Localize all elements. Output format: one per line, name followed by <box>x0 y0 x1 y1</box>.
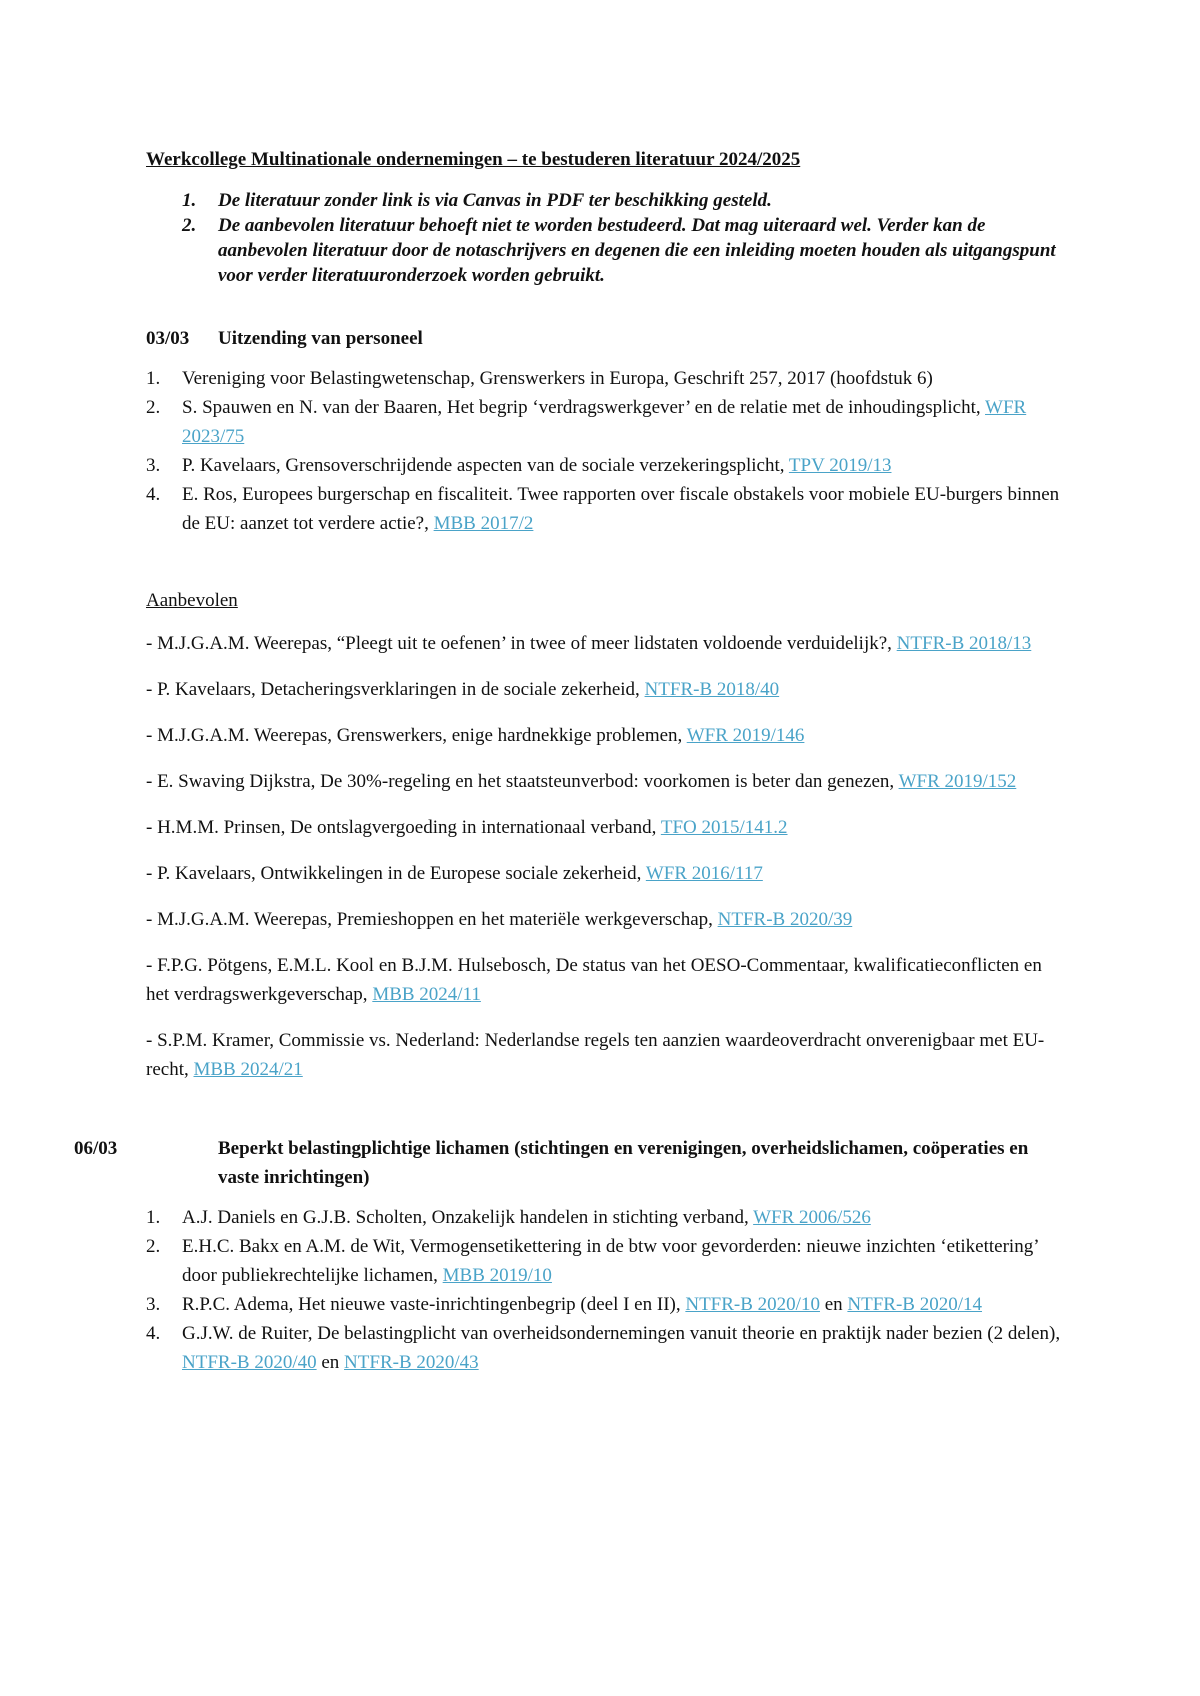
note-item <box>146 188 1066 213</box>
item-text: R.P.C. Adema, Het nieuwe vaste-inrichtingenbegrip (deel I en II), <box>182 1294 686 1315</box>
reference-link[interactable]: NTFR-B 2020/39 <box>717 909 853 930</box>
reference-link[interactable]: NTFR-B 2020/43 <box>344 1352 479 1373</box>
note-item <box>146 213 1066 288</box>
note-number: 1. <box>182 190 197 211</box>
item-text: - H.M.M. Prinsen, De ontslagvergoeding in internationaal verband, <box>146 817 661 838</box>
item-number: 4. <box>146 1323 161 1344</box>
section-heading <box>146 324 1066 353</box>
section-heading <box>74 1134 1066 1192</box>
item-text: - M.J.G.A.M. Weerepas, “Pleegt uit te oefenen’ in twee of meer lidstaten voldoende verduidelijk?, <box>146 633 897 654</box>
section-title: Uitzending van personeel <box>218 328 423 349</box>
reference-link[interactable]: TFO 2015/141.2 <box>660 817 788 838</box>
reference-link[interactable]: TPV 2019/13 <box>788 455 892 476</box>
conjunction-text: en <box>819 1294 848 1315</box>
recommended-item <box>146 721 1066 750</box>
reference-link[interactable]: NTFR-B 2018/13 <box>896 633 1032 654</box>
item-text: A.J. Daniels en G.J.B. Scholten, Onzakelijk handelen in stichting verband, <box>182 1207 754 1228</box>
list-item <box>146 1319 1066 1377</box>
section-date: 06/03 <box>74 1138 118 1159</box>
list-item <box>146 1232 1066 1290</box>
item-text: - S.P.M. Kramer, Commissie vs. Nederland: Nederlandse regels ten aanzien waardeoverdracht onverenigbaar met EU-recht, <box>146 1030 1045 1080</box>
recommended-item <box>146 767 1066 796</box>
recommended-item <box>146 859 1066 888</box>
recommended-item <box>146 951 1066 1009</box>
reference-link[interactable]: WFR 2006/526 <box>753 1207 871 1228</box>
note-text: De aanbevolen literatuur behoeft niet te worden bestudeerd. Dat mag uiteraard wel. Verder kan de aanbevolen literatuur door de notaschrijvers en degenen die een inleiding moeten houden als uitgangspunt voor verder literatuuronderzoek worden gebruikt. <box>218 215 1056 286</box>
item-text: E.H.C. Bakx en A.M. de Wit, Vermogensetikettering in de btw voor gevorderden: nieuwe inzichten ‘etikettering’ door publiekrechtelijke lichamen, <box>182 1236 1039 1286</box>
list-item <box>146 364 1066 393</box>
item-text: - P. Kavelaars, Detacheringsverklaringen in de sociale zekerheid, <box>146 679 645 700</box>
reference-link[interactable]: NTFR-B 2020/40 <box>182 1352 317 1373</box>
item-text: G.J.W. de Ruiter, De belastingplicht van overheidsondernemingen vanuit theorie en praktijk nader bezien (2 delen), <box>182 1323 1061 1344</box>
reference-link[interactable]: WFR 2016/117 <box>645 863 763 884</box>
conjunction-text: en <box>316 1352 345 1373</box>
item-text: - M.J.G.A.M. Weerepas, Premieshoppen en het materiële werkgeverschap, <box>146 909 718 930</box>
section-date: 03/03 <box>146 328 190 349</box>
literature-list <box>146 364 1066 538</box>
item-text: S. Spauwen en N. van der Baaren, Het begrip ‘verdragswerkgever’ en de relatie met de inhoudingsplicht, <box>182 397 986 418</box>
notes-list <box>146 188 1066 288</box>
reference-link[interactable]: MBB 2017/2 <box>433 513 534 534</box>
item-number: 1. <box>146 1207 161 1228</box>
item-text: E. Ros, Europees burgerschap en fiscaliteit. Twee rapporten over fiscale obstakels voor mobiele EU-burgers binnen de EU: aanzet tot verdere actie?, <box>182 484 1060 534</box>
item-text: - M.J.G.A.M. Weerepas, Grenswerkers, enige hardnekkige problemen, <box>146 725 687 746</box>
reference-link[interactable]: NTFR-B 2020/10 <box>685 1294 820 1315</box>
recommended-item <box>146 905 1066 934</box>
recommended-heading: Aanbevolen <box>146 590 238 611</box>
recommended-item <box>146 675 1066 704</box>
list-item <box>146 1203 1066 1232</box>
recommended-item <box>146 1026 1066 1084</box>
item-text: - F.P.G. Pötgens, E.M.L. Kool en B.J.M. Hulsebosch, De status van het OESO-Commentaar, kwalificatieconflicten en het verdragswerkgeverschap, <box>146 955 1042 1005</box>
item-number: 2. <box>146 397 161 418</box>
literature-list <box>146 1203 1066 1377</box>
reference-link[interactable]: NTFR-B 2018/40 <box>644 679 780 700</box>
list-item <box>146 451 1066 480</box>
recommended-list <box>146 629 1066 1084</box>
item-text: P. Kavelaars, Grensoverschrijdende aspecten van de sociale verzekeringsplicht, <box>182 455 789 476</box>
list-item <box>146 480 1066 538</box>
item-text: Vereniging voor Belastingwetenschap, Grenswerkers in Europa, Geschrift 257, 2017 (hoofdstuk 6) <box>182 368 933 389</box>
item-text: - P. Kavelaars, Ontwikkelingen in de Europese sociale zekerheid, <box>146 863 646 884</box>
item-text: - E. Swaving Dijkstra, De 30%-regeling en het staatsteunverbod: voorkomen is beter dan genezen, <box>146 771 899 792</box>
list-item <box>146 1290 1066 1319</box>
document-title: Werkcollege Multinationale ondernemingen – te bestuderen literatuur 2024/2025 <box>146 149 801 170</box>
item-number: 1. <box>146 368 161 389</box>
note-text: De literatuur zonder link is via Canvas in PDF ter beschikking gesteld. <box>218 190 772 211</box>
item-number: 2. <box>146 1236 161 1257</box>
reference-link[interactable]: MBB 2019/10 <box>442 1265 552 1286</box>
reference-link[interactable]: NTFR-B 2020/14 <box>847 1294 983 1315</box>
document-content <box>74 145 1066 1425</box>
reference-link[interactable]: WFR 2019/146 <box>686 725 805 746</box>
note-number: 2. <box>182 215 197 236</box>
item-number: 3. <box>146 1294 161 1315</box>
list-item <box>146 393 1066 451</box>
item-number: 3. <box>146 455 161 476</box>
reference-link[interactable]: MBB 2024/11 <box>372 984 481 1005</box>
reference-link[interactable]: WFR 2019/152 <box>898 771 1017 792</box>
reference-link[interactable]: WFR 2023/75 <box>182 397 1027 447</box>
reference-link[interactable]: MBB 2024/21 <box>193 1059 303 1080</box>
item-number: 4. <box>146 484 161 505</box>
section-title: Beperkt belastingplichtige lichamen (stichtingen en verenigingen, overheidslichamen, coöperaties en vaste inrichtingen) <box>218 1138 1029 1188</box>
recommended-item <box>146 813 1066 842</box>
recommended-item <box>146 629 1066 658</box>
